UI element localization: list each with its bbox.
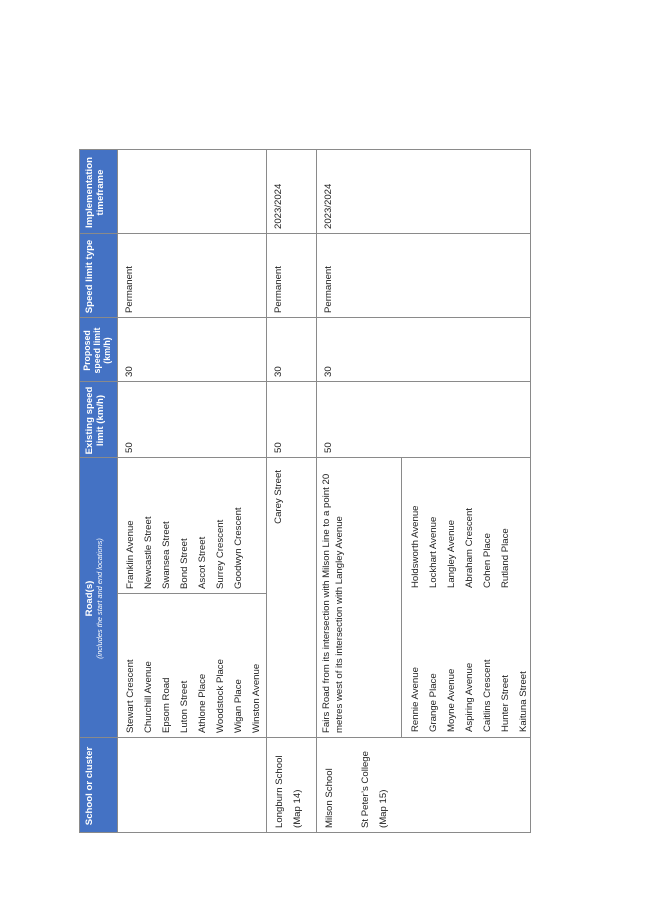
row2-road-text: Carey Street [273, 470, 284, 524]
row2-type-cell [266, 233, 317, 318]
row2-type: Permanent [273, 266, 284, 313]
row2-roads-cell [266, 457, 317, 738]
road-item: Franklin Avenue [125, 520, 136, 589]
row1-existing: 50 [124, 442, 135, 453]
road-item: Goodwyn Crescent [233, 507, 244, 589]
road-item: Kaituna Street [518, 671, 529, 732]
road-item: Rennie Avenue [410, 667, 421, 732]
header-roads-cell [79, 457, 118, 738]
row3-type-cell [316, 233, 531, 318]
row3-roads-col2-area [401, 457, 531, 594]
header-roads-text [84, 458, 105, 738]
road-item: Newcastle Street [143, 516, 154, 589]
road-item: Athlone Place [197, 673, 208, 733]
row2-timeframe: 2023/2024 [273, 183, 284, 229]
row3-proposed-cell [316, 317, 531, 382]
header-roads-title: Road(s) [84, 580, 95, 617]
row3-timeframe: 2023/2024 [323, 183, 334, 229]
row3-road-desc: Fairs Road from its intersection with Milson Line to a point 20 metres west of its intersection with Langley Avenue [321, 473, 345, 733]
road-item: Epsom Road [161, 677, 172, 733]
row3-map: (Map 15) [378, 789, 389, 828]
road-item: Luton Street [179, 680, 190, 733]
row3-school-cell [316, 737, 531, 833]
row3-roads-col1-area [401, 593, 531, 738]
row2-school: Longburn School [274, 755, 285, 828]
road-item: Churchill Avenue [143, 661, 154, 733]
row2-school-block [271, 737, 307, 833]
road-item: Woodstock Place [215, 659, 226, 733]
road-item: Stewart Crescent [125, 659, 136, 733]
row1-type: Permanent [124, 266, 135, 313]
row1-type-cell [117, 233, 267, 318]
header-implementation-timeframe-text: Implementation timeframe [84, 157, 106, 228]
row1-proposed: 30 [124, 366, 135, 377]
road-item: Langley Avenue [446, 519, 457, 588]
header-school-or-cluster-text: School or cluster [84, 746, 95, 826]
header-type-cell [79, 233, 118, 318]
row3-school2: St Peter’s College [360, 751, 371, 828]
road-item: Ascot Street [197, 536, 208, 589]
road-item: Swansea Street [161, 521, 172, 589]
row1-proposed-cell [117, 317, 267, 382]
header-existing-speed-text: Existing speed limit (km/h) [84, 386, 106, 455]
road-item: Grange Place [428, 673, 439, 732]
row1-roads-col1-cell [117, 593, 267, 738]
road-item: Abraham Crescent [464, 508, 475, 588]
row2-map: (Map 14) [292, 789, 303, 828]
row3-type: Permanent [323, 266, 334, 313]
road-item: Wigan Place [233, 679, 244, 733]
row1-timeframe [117, 149, 267, 234]
row1-roads-col2-cell [117, 457, 267, 594]
header-proposed-cell [79, 317, 118, 382]
row2-road [273, 458, 284, 738]
road-item: Moyne Avenue [446, 668, 457, 732]
row1-roads-col1 [122, 595, 266, 738]
row2-proposed-cell [266, 317, 317, 382]
road-item: Bond Street [179, 538, 190, 589]
row1-roads-col2 [122, 459, 248, 594]
row2-existing: 50 [273, 442, 284, 453]
row3-school: Milson School [324, 768, 335, 828]
road-item: Lockhart Avenue [428, 516, 439, 588]
road-item: Aspiring Avenue [464, 662, 475, 732]
header-speed-limit-type-text: Speed limit type [84, 239, 95, 314]
row3-roads-col1 [407, 594, 533, 738]
row3-school-gap [339, 737, 357, 828]
row2-existing-cell [266, 381, 317, 458]
road-item: Holdsworth Avenue [410, 505, 421, 588]
header-proposed-speed-text: Proposed speed limit (km/h) [82, 327, 112, 374]
row3-proposed: 30 [323, 366, 334, 377]
row3-school-block [321, 737, 393, 833]
row3-existing-cell [316, 381, 531, 458]
road-item: Caitlins Crescent [482, 659, 493, 732]
header-existing-cell [79, 381, 118, 458]
road-item: Rutland Place [500, 528, 511, 588]
row1-existing-cell [117, 381, 267, 458]
row2-school-cell [266, 737, 317, 833]
road-item: Cohen Place [482, 533, 493, 588]
road-item: Surrey Crescent [215, 519, 226, 589]
row2-proposed: 30 [273, 366, 284, 377]
header-timeframe-cell [79, 149, 118, 234]
table-grid [79, 149, 531, 833]
road-item: Hunter Street [500, 674, 511, 732]
header-roads-subtitle: (includes the start and end locations) [95, 538, 104, 659]
row3-timeframe-cell [316, 149, 531, 234]
row1-school [117, 737, 267, 833]
row2-timeframe-cell [266, 149, 317, 234]
header-school-cell [79, 737, 118, 833]
row3-existing: 50 [323, 442, 334, 453]
road-item: Winston Avenue [251, 663, 262, 733]
row3-roads-col2 [407, 458, 515, 594]
